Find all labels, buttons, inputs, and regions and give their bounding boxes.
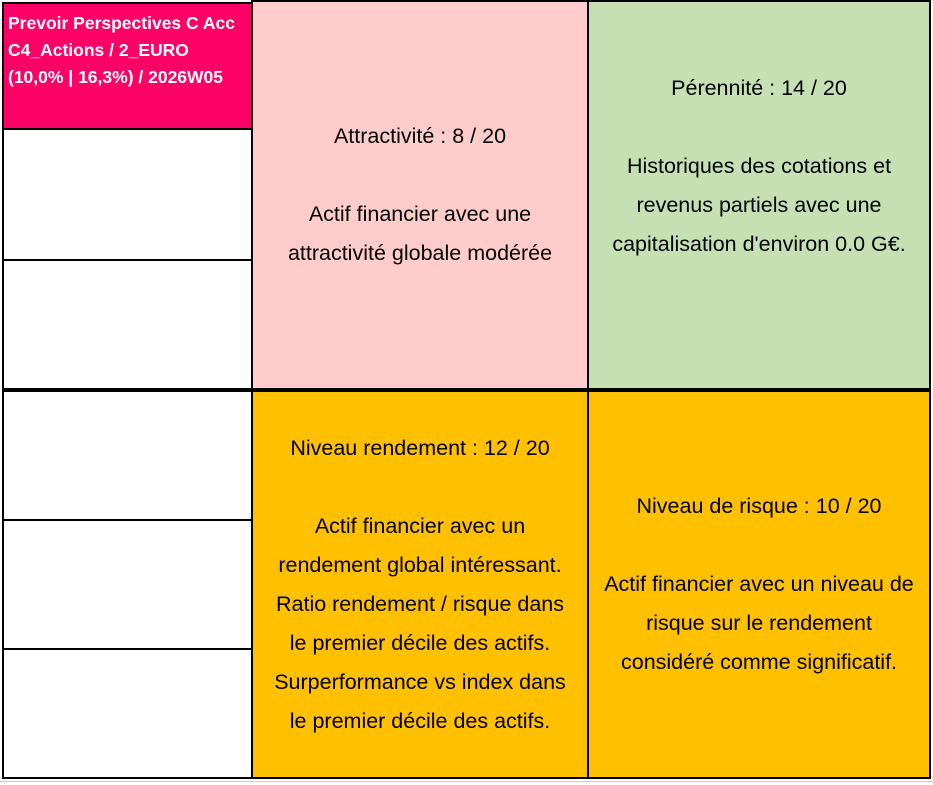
risque-line: Actif financier avec un niveau de bbox=[604, 572, 914, 596]
perennite-line: Historiques des cotations et bbox=[626, 153, 892, 178]
blank-cell bbox=[2, 648, 253, 779]
risque-title: Niveau de risque : 10 / 20 bbox=[636, 494, 882, 518]
fund-stats-week: (10,0% | 16,3%) / 2026W05 bbox=[8, 67, 224, 87]
rendement-line: le premier décile des actifs. bbox=[289, 708, 551, 733]
fund-header-cell bbox=[2, 2, 253, 130]
risque-cell bbox=[587, 390, 931, 779]
rendement-title: Niveau rendement : 12 / 20 bbox=[290, 435, 550, 460]
attractivite-title: Attractivité : 8 / 20 bbox=[333, 124, 507, 148]
blank-cell bbox=[2, 128, 253, 261]
rendement-line: Actif financier avec un bbox=[314, 513, 526, 538]
perennite-line: revenus partiels avec une bbox=[636, 192, 882, 217]
rendement-line: Ratio rendement / risque dans bbox=[275, 591, 565, 616]
blank-cell bbox=[2, 390, 253, 521]
fund-category: C4_Actions / 2_EURO bbox=[8, 40, 189, 60]
attractivite-line: attractivité globale modérée bbox=[287, 241, 553, 265]
fund-name: Prevoir Perspectives C Acc bbox=[8, 13, 235, 33]
rendement-cell bbox=[251, 390, 589, 779]
attractivite-cell bbox=[251, 0, 589, 390]
bottom-gridline bbox=[0, 781, 933, 782]
perennite-title: Pérennité : 14 / 20 bbox=[671, 75, 847, 100]
risque-line: considéré comme significatif. bbox=[620, 650, 898, 674]
blank-cell bbox=[2, 519, 253, 650]
rendement-line: le premier décile des actifs. bbox=[289, 630, 551, 655]
risque-line: risque sur le rendement bbox=[646, 611, 872, 635]
perennite-line: capitalisation d'environ 0.0 G€. bbox=[612, 231, 906, 256]
rendement-line: rendement global intéressant. bbox=[278, 552, 562, 577]
perennite-cell bbox=[587, 0, 931, 390]
attractivite-line: Actif financier avec une bbox=[308, 202, 532, 226]
blank-cell bbox=[2, 259, 253, 390]
rendement-line: Surperformance vs index dans bbox=[274, 669, 566, 694]
